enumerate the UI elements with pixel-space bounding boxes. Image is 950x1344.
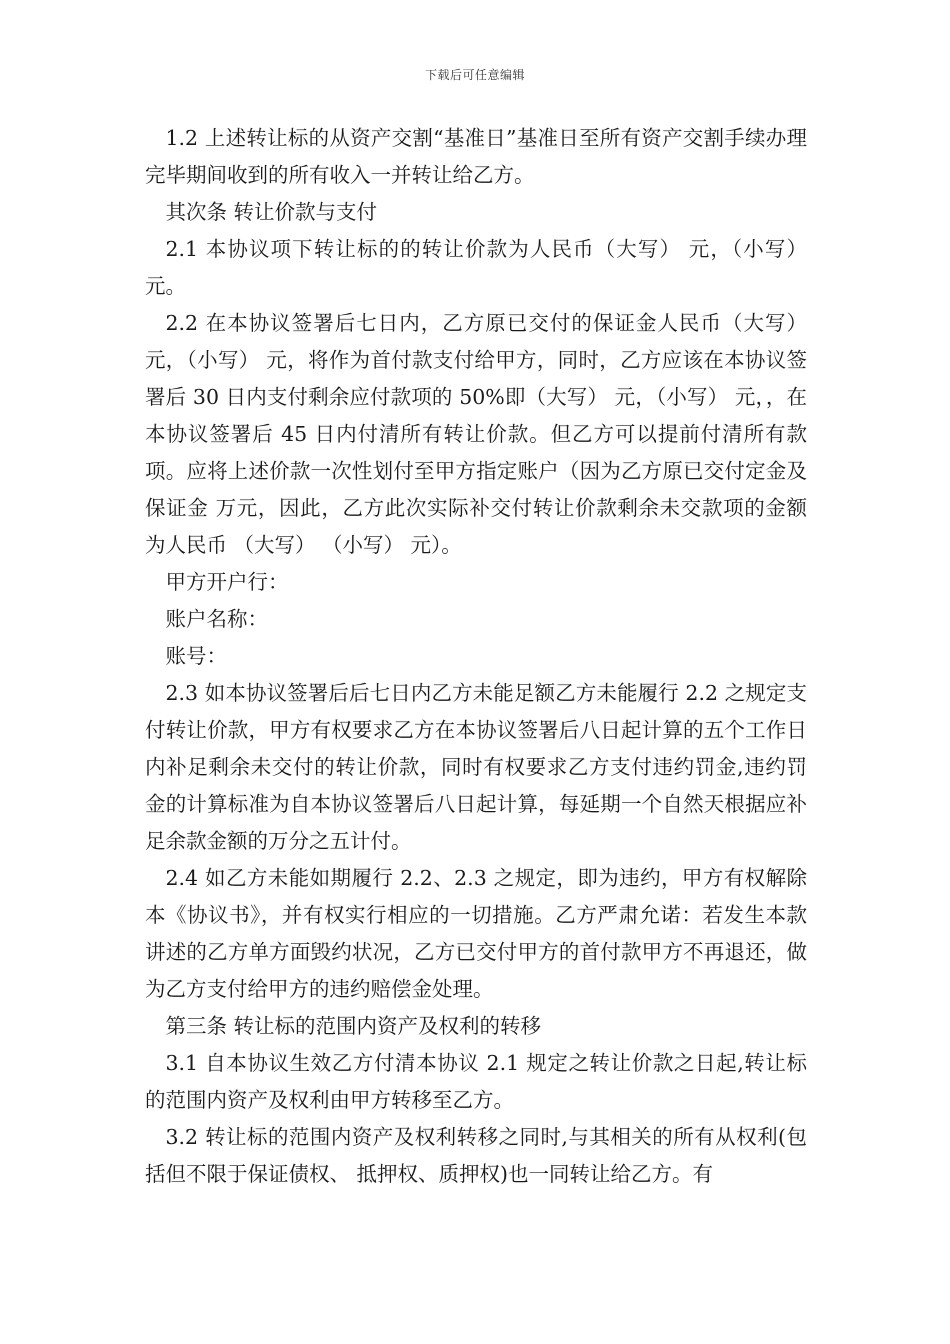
- page-header: 下载后可任意编辑: [424, 68, 525, 82]
- paragraph-3-1: 3.1 自本协议生效乙方付清本协议 2.1 规定之转让价款之日起,转让标的范围内资产及权利由甲方转移至乙方。: [145, 1051, 807, 1112]
- paragraph-2-2: 2.2 在本协议签署后七日内，乙方原已交付的保证金人民币（大写） 元，（小写） 元，将作为首付款支付给甲方，同时，乙方应该在本协议签署后 30 日内支付剩余应付款项的 50%即（大写） 元，（小写） 元，，在本协议签署后 45 日内付清所有转让价款。但乙方可以提前付清所有款项。应将上述价款一次性划付至甲方指定账户（因为乙方原已交付定金及保证金 万元，因此，乙方此次实际补交付转让价款剩余未交款项的金额为人民币 （大写） （小写） 元）。: [145, 311, 807, 557]
- paragraph-2-3: 2.3 如本协议签署后后七日内乙方未能足额乙方未能履行 2.2 之规定支付转让价款，甲方有权要求乙方在本协议签署后八日起计算的五个工作日内补足剩余未交付的转让价款，同时有权要求乙方支付违约罚金,违约罚金的计算标准为自本协议签署后八日起计算，每延期一个自然天根据应补足余款金额的万分之五计付。: [145, 681, 807, 853]
- account-number-line: 账号：: [165, 644, 227, 668]
- section-heading-2: 其次条 转让价款与支付: [165, 200, 378, 224]
- section-heading-3: 第三条 转让标的范围内资产及权利的转移: [165, 1014, 542, 1038]
- document-body: [145, 120, 807, 1193]
- paragraph-2-4: 2.4 如乙方未能如期履行 2.2、2.3 之规定，即为违约，甲方有权解除本《协议书》，并有权实行相应的一切措施。乙方严肃允诺：若发生本款讲述的乙方单方面毁约状况，乙方已交付甲方的首付款甲方不再退还，做为乙方支付给甲方的违约赔偿金处理。: [145, 866, 807, 1001]
- paragraph-2-1: 2.1 本协议项下转让标的的转让价款为人民币（大写） 元，（小写） 元。: [145, 237, 807, 298]
- account-name-line: 账户名称：: [165, 607, 268, 631]
- bank-name-line: 甲方开户行：: [165, 570, 289, 594]
- paragraph-3-2: 3.2 转让标的范围内资产及权利转移之同时,与其相关的所有从权利(包括但不限于保证债权、 抵押权、质押权)也一同转让给乙方。有: [145, 1125, 807, 1186]
- paragraph-1-2: 1.2 上述转让标的从资产交割“基准日”基准日至所有资产交割手续办理完毕期间收到的所有收入一并转让给乙方。: [145, 126, 807, 187]
